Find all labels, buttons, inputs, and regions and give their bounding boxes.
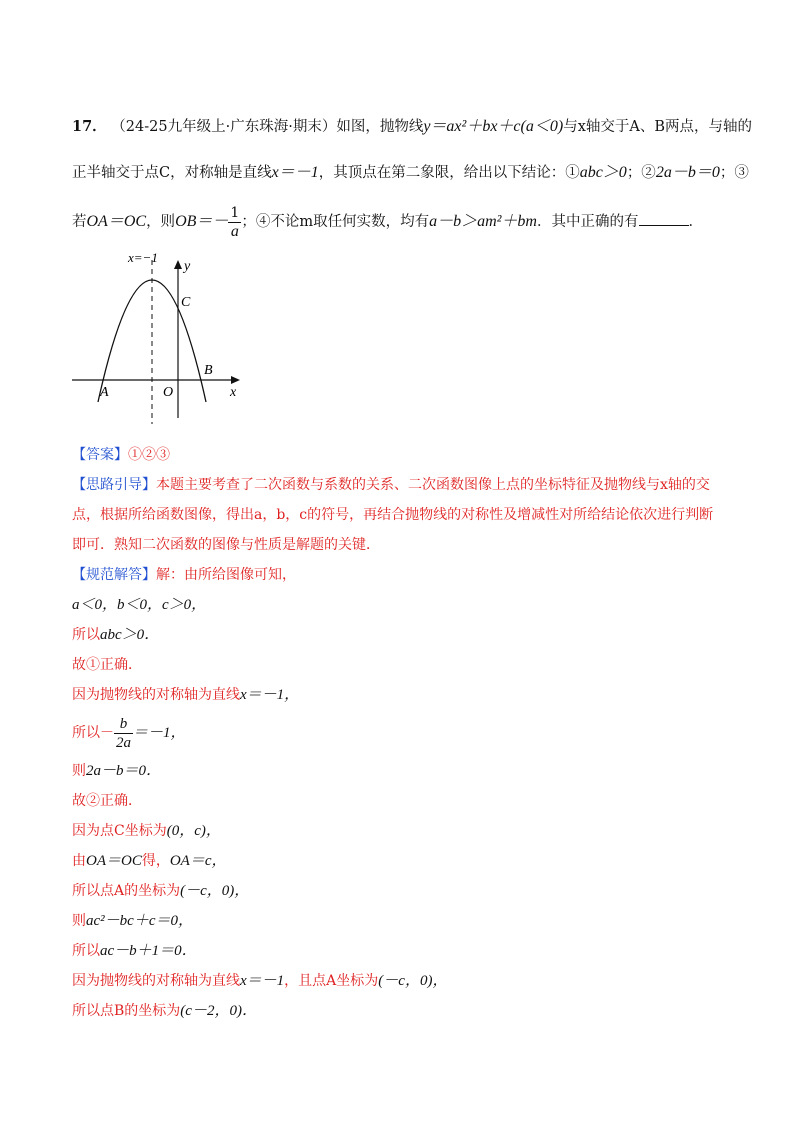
problem-text: ． <box>688 214 703 230</box>
problem-statement <box>72 104 753 252</box>
solution-text: 因为点C坐标为 <box>72 823 167 839</box>
answer-value: ①②③ <box>128 447 170 463</box>
problem-line-1 <box>72 104 753 150</box>
problem-line-3 <box>72 192 732 252</box>
fraction-numerator: b <box>114 715 133 734</box>
problem-text: ；④不论m取任何实数，均有 <box>241 214 430 230</box>
solution-text: 故①正确． <box>72 657 142 673</box>
answer-row <box>72 440 732 470</box>
solution-math: ac－b＋1＝0． <box>100 943 197 959</box>
conclusion-4: a－b＞am²＋bm <box>429 213 537 230</box>
answer-tag: 【答案】 <box>72 447 128 463</box>
conclusion-2: 2a－b＝0 <box>655 164 720 181</box>
symmetry-axis-eq: x＝－1 <box>271 164 319 181</box>
solution-text: 故②正确． <box>72 793 142 809</box>
problem-text: ；② <box>626 165 656 181</box>
symmetry-line-label: x=−1 <box>128 250 158 265</box>
origin-label: O <box>163 385 174 400</box>
solution-text: 所以点B的坐标为 <box>72 1003 181 1019</box>
solution-math: abc＞0． <box>100 627 160 643</box>
solution-step <box>72 876 732 906</box>
problem-text: ，则 <box>146 214 176 230</box>
solution-math: 2a－b＝0． <box>86 763 162 779</box>
x-axis-label: x <box>230 385 237 400</box>
hint-text: 点，根据所给函数图像，得出a，b，c的符号，再结合抛物线的对称性及增减性对所给结论依次进行判断 <box>72 507 714 523</box>
solution-step <box>72 650 732 680</box>
problem-text: ；③ <box>719 165 749 181</box>
hint-row-2 <box>72 500 732 530</box>
solution-math: (－c，0)， <box>378 973 448 989</box>
parabola-graph <box>70 248 250 426</box>
problem-number: 17． <box>72 118 107 135</box>
solution-text: 因为抛物线的对称轴为直线 <box>72 687 240 703</box>
hint-row-3 <box>72 530 732 560</box>
solution-text: 因为抛物线的对称轴为直线 <box>72 973 240 989</box>
solution-math: (c－2，0)． <box>180 1003 257 1019</box>
x-axis-arrow <box>231 376 240 384</box>
solution-math: a＜0，b＜0，c＞0， <box>72 597 207 613</box>
hint-text: 即可．熟知二次函数的图像与性质是解题的关键． <box>72 537 380 553</box>
point-b-label: B <box>204 363 213 378</box>
solution-step <box>72 906 732 936</box>
fraction-numerator: 1 <box>230 204 240 221</box>
fraction-denominator: a <box>230 222 239 240</box>
solution-row <box>72 560 732 590</box>
solution-math: ＝－1， <box>133 725 186 741</box>
solution-text: 所以 <box>72 943 100 959</box>
solution-text: 则 <box>72 763 86 779</box>
solution-math: ac²－bc＋c＝0， <box>86 913 193 929</box>
solution-text: 得， <box>141 853 170 869</box>
problem-text: 如图，抛物线 <box>336 119 424 135</box>
solution-math: (－c，0)， <box>180 883 250 899</box>
answer-blank[interactable] <box>639 207 689 226</box>
solution-step <box>72 680 732 710</box>
conclusion-1: abc＞0 <box>579 164 627 181</box>
hint-text: 本题主要考查了二次函数与系数的关系、二次函数图像上点的坐标特征及抛物线与x轴的交 <box>156 477 710 493</box>
solution-step <box>72 936 732 966</box>
solution-math: OA＝OC <box>86 853 142 869</box>
solution-math: x＝－1， <box>240 687 300 703</box>
solution-math: x＝－1 <box>240 973 285 989</box>
solution-step <box>72 590 732 620</box>
problem-line-2 <box>72 150 749 196</box>
problem-text: ，其顶点在第二象限，给出以下结论：① <box>318 165 580 181</box>
conclusion-3-premise: OA＝OC <box>86 213 147 230</box>
fraction <box>114 715 133 752</box>
problem-text: 正半轴交于点C，对称轴是直线 <box>72 165 272 181</box>
solution-text: ，且点A坐标为 <box>284 973 379 989</box>
solution-step <box>72 710 732 756</box>
point-a-label: A <box>100 385 109 400</box>
hint-tag: 【思路引导】 <box>72 477 156 493</box>
y-axis-arrow <box>174 260 182 269</box>
solution-intro: 解：由所给图像可知， <box>156 567 296 583</box>
hint-row-1 <box>72 470 732 500</box>
solution-step <box>72 620 732 650</box>
solution-step <box>72 786 732 816</box>
solution-text: 则 <box>72 913 86 929</box>
solution-text: 所以点A的坐标为 <box>72 883 181 899</box>
solution-text: 由 <box>72 853 86 869</box>
problem-source: （24-25九年级上·广东珠海·期末） <box>111 119 337 135</box>
fraction-denominator: 2a <box>116 734 131 751</box>
problem-text: 若 <box>72 214 87 230</box>
solution-text: 所以 <box>72 627 100 643</box>
solution-text: 所以－ <box>72 725 114 741</box>
problem-text: ．其中正确的有 <box>537 214 639 230</box>
parabola-equation: y＝ax²＋bx＋c <box>423 118 521 135</box>
solution-step <box>72 816 732 846</box>
answer-section <box>72 440 732 1026</box>
fraction <box>228 204 241 241</box>
solution-step <box>72 996 732 1026</box>
y-axis-label: y <box>184 259 191 274</box>
solution-tag: 【规范解答】 <box>72 567 156 583</box>
solution-math: OA＝c， <box>169 853 227 869</box>
point-c-label: C <box>181 295 191 310</box>
solution-math: (0，c)， <box>166 823 221 839</box>
conclusion-3-lhs: OB＝－ <box>175 213 229 230</box>
problem-text: 与x轴交于A、B两点，与轴的 <box>563 119 753 135</box>
solution-step <box>72 966 732 996</box>
solution-step <box>72 756 732 786</box>
condition: (a＜0) <box>520 118 564 135</box>
solution-step <box>72 846 732 876</box>
